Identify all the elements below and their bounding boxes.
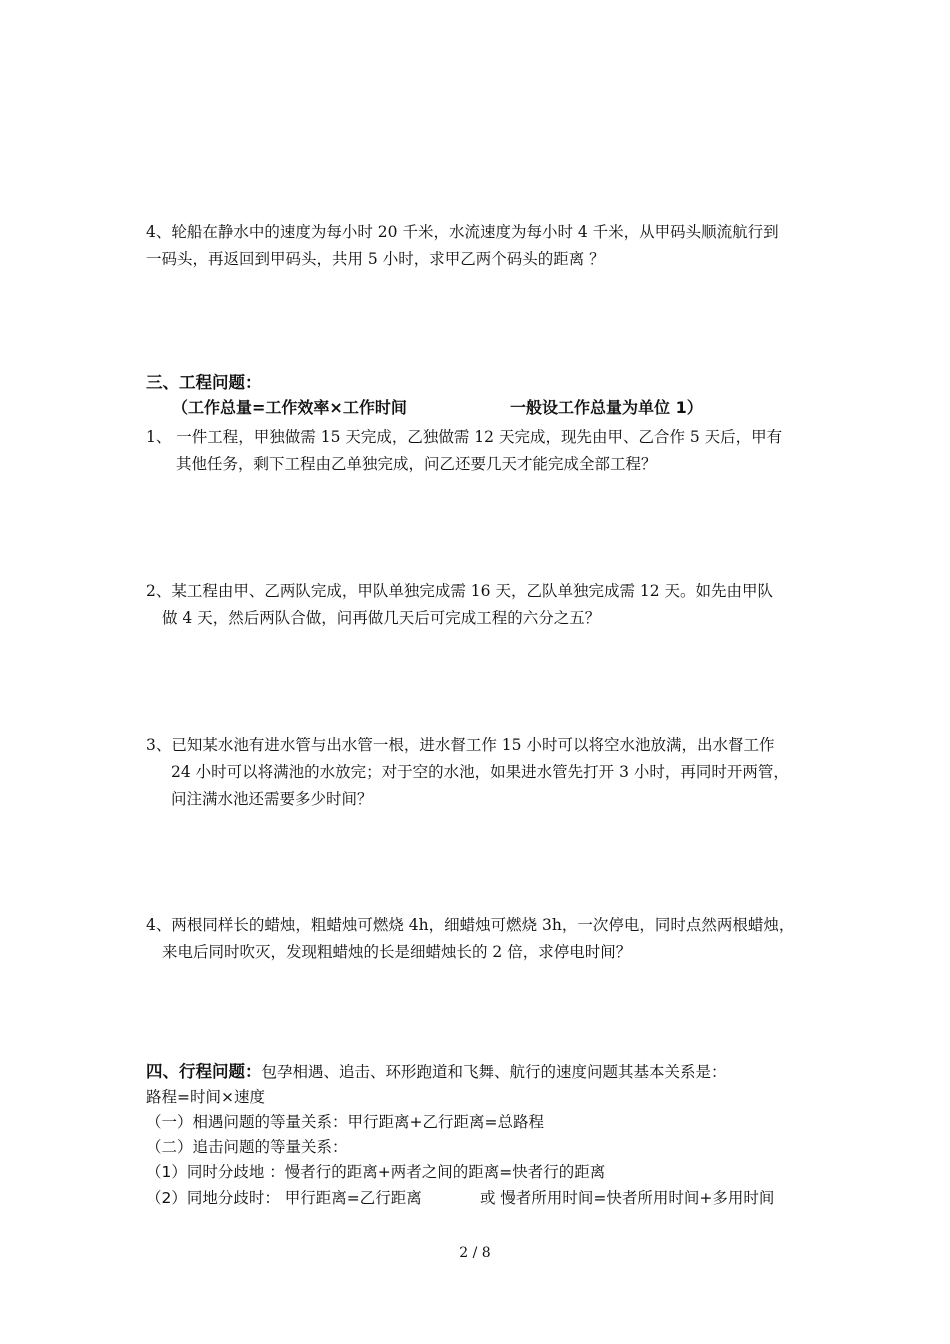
section-4-heading: 四、行程问题： — [146, 1062, 262, 1081]
problem-3-3-line-2: 24 小时可以将满池的水放完；对于空的水池，如果进水管先打开 3 小时，再同时开两管， — [171, 763, 789, 781]
problem-3-4-line-2: 来电后同时吹灭，发现粗蜡烛的长是细蜡烛长的 2 倍，求停电时间？ — [162, 943, 632, 961]
section-4-heading-line — [146, 1061, 727, 1083]
section-4-item-3: （1）同时分歧地 ：慢者行的距离+两者之间的距离=快者行的距离 — [146, 1163, 606, 1181]
section-4-relation: 路程=时间×速度 — [146, 1088, 265, 1106]
section-3-formula-left: （工作总量=工作效率×工作时间 — [172, 398, 407, 417]
problem-2-4-line-1: 4、轮船在静水中的速度为每小时 20 千米，水流速度为每小时 4 千米，从甲码头顺流航行到 — [146, 223, 779, 241]
section-4-item-4-left: （2）同地分歧时： 甲行距离=乙行距离 — [146, 1189, 422, 1207]
section-4-item-2: （二）追击问题的等量关系： — [146, 1138, 348, 1156]
section-3-heading: 三、工程问题： — [146, 373, 262, 392]
problem-3-2-line-1: 2、某工程由甲、乙两队完成，甲队单独完成需 16 天，乙队单独完成需 12 天。如先由甲队 — [146, 582, 774, 600]
problem-3-1-line-2: 其他任务，剩下工程由乙单独完成，问乙还要几天才能完成全部工程？ — [176, 455, 657, 473]
problem-2-4-line-2: 一码头，再返回到甲码头，共用 5 小时，求甲乙两个码头的距离 ？ — [146, 250, 605, 268]
problem-3-1-line-1: 1、 一件工程，甲独做需 15 天完成，乙独做需 12 天完成，现先由甲、乙合作 5 天后，甲有 — [146, 428, 783, 446]
section-4-item-4-right: 或 慢者所用时间=快者所用时间+多用时间 — [480, 1189, 775, 1207]
section-4-item-1: （一）相遇问题的等量关系：甲行距离+乙行距离=总路程 — [146, 1113, 544, 1131]
problem-3-4-line-1: 4、两根同样长的蜡烛，粗蜡烛可燃烧 4h，细蜡烛可燃烧 3h，一次停电，同时点然两根蜡烛， — [146, 916, 795, 934]
section-3-formula-right: 一般设工作总量为单位 1） — [510, 398, 703, 417]
problem-3-3-line-1: 3、已知某水池有进水管与出水管一根，进水督工作 15 小时可以将空水池放满，出水督工作 — [146, 736, 775, 754]
problem-3-2-line-2: 做 4 天，然后两队合做，问再做几天后可完成工程的六分之五？ — [162, 609, 601, 627]
page-number: 2 / 8 — [459, 1245, 491, 1261]
problem-3-3-line-3: 问注满水池还需要多少时间？ — [171, 790, 373, 808]
section-4-intro: 包孕相遇、追击、环形跑道和飞舞、航行的速度问题其基本关系是： — [261, 1063, 727, 1081]
